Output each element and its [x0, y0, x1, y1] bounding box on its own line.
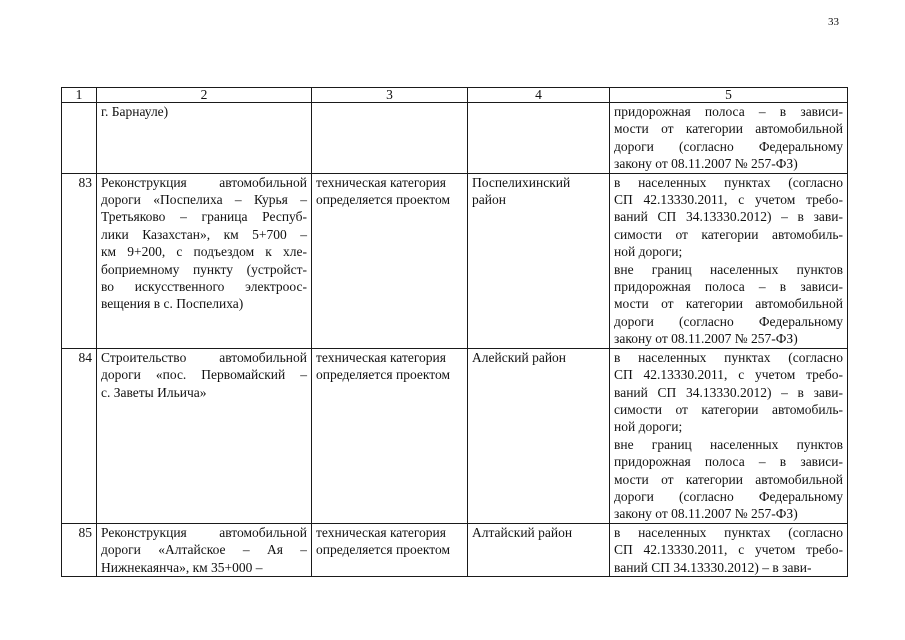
- column-number-2: 2: [97, 88, 312, 103]
- road-category-line: техническая категория: [316, 349, 446, 365]
- object-description-line: дороги «Поспелиха – Курья –: [101, 192, 307, 208]
- road-category-line: определяется проектом: [316, 367, 450, 383]
- road-category-line: определяется проектом: [316, 542, 450, 558]
- zone-description-line: придорожная полоса – в зависи-: [614, 104, 843, 119]
- zone-description-line: мости от категории автомобильной: [614, 121, 843, 137]
- district-name-line: район: [472, 192, 506, 208]
- row-number-cell: [62, 523, 97, 576]
- zone-description-line: СП 42.13330.2011, с учетом требо-: [614, 192, 843, 208]
- object-description-line: с. Заветы Ильича»: [101, 384, 207, 400]
- zone-description-line: придорожная полоса – в зависи-: [614, 279, 843, 295]
- zone-description-cell: [610, 173, 848, 348]
- road-category-line: определяется проектом: [316, 192, 450, 208]
- zone-description-line: ной дороги;: [614, 244, 683, 260]
- table-row: [62, 103, 848, 174]
- zones-table: [61, 87, 848, 577]
- zone-description-line: СП 42.13330.2011, с учетом требо-: [614, 542, 843, 558]
- zone-description-line: СП 42.13330.2011, с учетом требо-: [614, 367, 843, 383]
- road-category-line: техническая категория: [316, 524, 446, 540]
- zone-description-line: вне границ населенных пунктов: [614, 436, 843, 452]
- row-number-text: 83: [78, 174, 92, 190]
- district-name-line: Алтайский район: [472, 524, 573, 540]
- row-number-cell: [62, 348, 97, 523]
- zone-description-line: закону от 08.11.2007 № 257-ФЗ): [614, 331, 798, 347]
- zone-description-line: в населенных пунктах (согласно: [614, 349, 843, 365]
- object-description-cell: [97, 173, 312, 348]
- zone-description-line: ваний СП 34.13330.2012) – в зави-: [614, 209, 843, 225]
- row-number-text: 84: [78, 349, 92, 365]
- district-name-cell: [468, 103, 610, 174]
- zone-description-line: симости от категории автомобиль-: [614, 401, 843, 417]
- object-description-cell: [97, 103, 312, 174]
- table-row: [62, 523, 848, 576]
- object-description-line: Реконструкция автомобильной: [101, 524, 307, 540]
- zone-description-line: придорожная полоса – в зависи-: [614, 454, 843, 470]
- object-description-line: боприемному пункту (устройст-: [101, 261, 307, 277]
- object-description-cell: [97, 348, 312, 523]
- object-description-line: Третьяково – граница Респуб-: [101, 209, 307, 225]
- district-name-line: Поспелихинский: [472, 174, 571, 190]
- road-category-cell: [312, 348, 468, 523]
- zone-description-cell: [610, 348, 848, 523]
- zone-description-cell: [610, 523, 848, 576]
- district-name-cell: [468, 173, 610, 348]
- table-header-row: [62, 88, 848, 103]
- road-category-cell: [312, 523, 468, 576]
- district-name-cell: [468, 523, 610, 576]
- zone-description-cell: [610, 103, 848, 174]
- zone-description-line: дороги (согласно Федеральному: [614, 313, 843, 329]
- zone-description-line: мости от категории автомобильной: [614, 471, 843, 487]
- zone-description-line: в населенных пунктах (согласно: [614, 174, 843, 190]
- zone-description-line: дороги (согласно Федеральному: [614, 138, 843, 154]
- zone-description-line: закону от 08.11.2007 № 257-ФЗ): [614, 506, 798, 522]
- zone-description-line: вне границ населенных пунктов: [614, 261, 843, 277]
- district-name-cell: [468, 348, 610, 523]
- column-number-3: 3: [312, 88, 468, 103]
- zone-description-line: ной дороги;: [614, 419, 683, 435]
- zone-description-line: ваний СП 34.13330.2012) – в зави-: [614, 384, 843, 400]
- road-category-cell: [312, 103, 468, 174]
- object-description-line: г. Барнауле): [101, 104, 169, 119]
- zone-description-line: мости от категории автомобильной: [614, 296, 843, 312]
- row-number-cell: [62, 103, 97, 174]
- object-description-line: Строительство автомобильной: [101, 349, 307, 365]
- object-description-line: км 9+200, с подъездом к хле-: [101, 244, 307, 260]
- table-row: [62, 173, 848, 348]
- road-category-cell: [312, 173, 468, 348]
- district-name-line: Алейский район: [472, 349, 567, 365]
- zone-description-line: дороги (согласно Федеральному: [614, 488, 843, 504]
- object-description-line: дороги «Алтайское – Ая –: [101, 542, 307, 558]
- object-description-line: во искусственного электроос-: [101, 279, 307, 295]
- column-number-1: 1: [62, 88, 97, 103]
- column-number-4: 4: [468, 88, 610, 103]
- row-number-cell: [62, 173, 97, 348]
- table-row: [62, 348, 848, 523]
- object-description-line: дороги «пос. Первомайский –: [101, 367, 307, 383]
- page-number: 33: [828, 16, 839, 28]
- zone-description-line: ваний СП 34.13330.2012) – в зави-: [614, 559, 812, 575]
- object-description-line: Реконструкция автомобильной: [101, 174, 307, 190]
- zone-description-line: закону от 08.11.2007 № 257-ФЗ): [614, 156, 798, 172]
- column-number-5: 5: [610, 88, 848, 103]
- row-number-text: 85: [78, 524, 92, 540]
- zone-description-line: симости от категории автомобиль-: [614, 226, 843, 242]
- zone-description-line: в населенных пунктах (согласно: [614, 524, 843, 540]
- object-description-line: вещения в с. Поспелиха): [101, 296, 244, 312]
- object-description-line: лики Казахстан», км 5+700 –: [101, 226, 307, 242]
- road-category-line: техническая категория: [316, 174, 446, 190]
- object-description-cell: [97, 523, 312, 576]
- object-description-line: Нижнекаянча», км 35+000 –: [101, 559, 263, 575]
